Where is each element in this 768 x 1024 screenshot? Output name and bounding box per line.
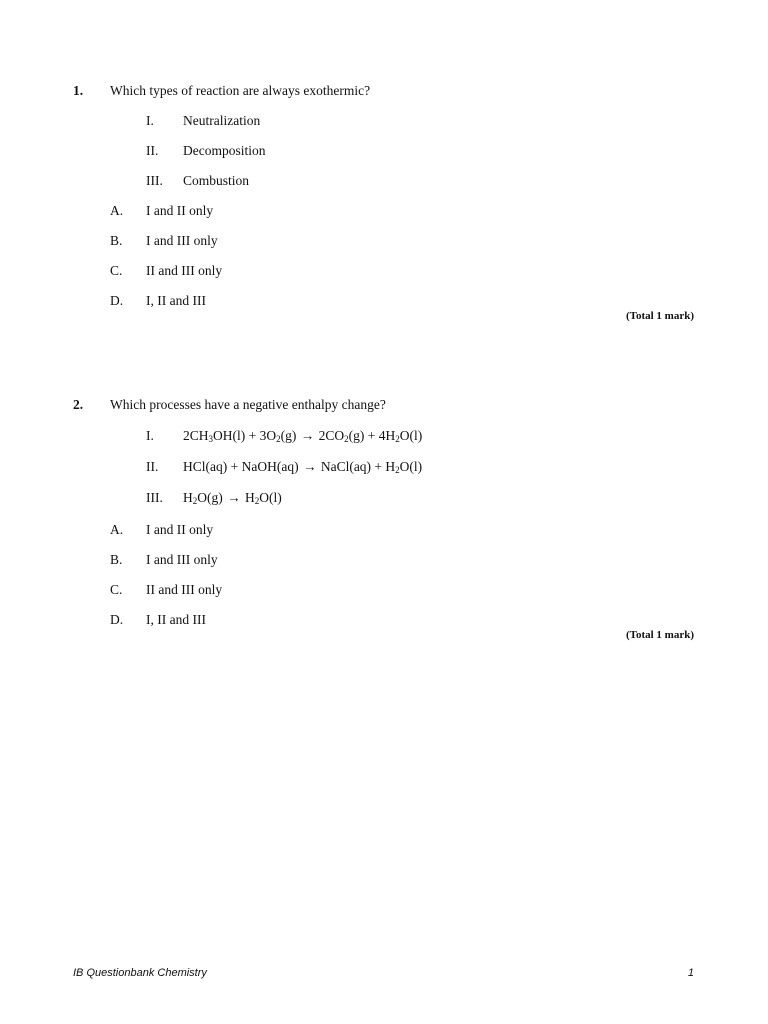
- statement-label: II.: [146, 143, 159, 158]
- option-text: I and II only: [146, 522, 214, 537]
- option-label: C.: [110, 263, 123, 278]
- statement-text: Neutralization: [183, 113, 261, 128]
- option-label: B.: [110, 233, 123, 248]
- statement-label: I.: [146, 113, 154, 128]
- option-label: D.: [110, 293, 124, 308]
- question-number: 1.: [73, 83, 84, 98]
- equation-condensation: $H_2O(g) \to H_2O(l)$: [183, 490, 282, 506]
- option-text: II and III only: [146, 582, 223, 597]
- statement-text: Combustion: [183, 173, 250, 188]
- statement-label: III.: [146, 173, 163, 188]
- option-text: I, II and III: [146, 612, 206, 627]
- total-marks: (Total 1 mark): [625, 310, 694, 322]
- option-text: I and III only: [146, 233, 218, 248]
- statement-label: II.: [146, 459, 159, 474]
- reaction-arrow-icon: →: [302, 459, 317, 474]
- total-marks: (Total 1 mark): [625, 629, 694, 641]
- page-number: 1: [687, 967, 694, 979]
- option-text: I and III only: [146, 552, 218, 567]
- statement-text: Decomposition: [183, 143, 266, 158]
- question-text: Which processes have a negative enthalpy change?: [110, 397, 386, 412]
- statement-label: III.: [146, 490, 163, 505]
- option-label: D.: [110, 612, 124, 627]
- reaction-arrow-icon: →: [227, 490, 241, 505]
- option-label: C.: [110, 582, 123, 597]
- option-text: II and III only: [146, 263, 223, 278]
- option-label: A.: [110, 522, 124, 537]
- equation-neutralization: HCl(aq) + NaOH(aq) → NaCl(aq) + $H_2O(l)$: [183, 459, 423, 475]
- question-number: 2.: [73, 397, 84, 412]
- reaction-arrow-icon: →: [300, 428, 315, 443]
- option-text: I and II only: [146, 203, 214, 218]
- statement-label: I.: [146, 428, 154, 443]
- option-label: B.: [110, 552, 123, 567]
- equation-combustion-methanol: $2CH_3OH(l) + 3O_2(g) \to 2CO_2(g) + 4H_2O(l)$: [183, 428, 423, 444]
- option-label: A.: [110, 203, 124, 218]
- question-text: Which types of reaction are always exothermic?: [110, 83, 371, 98]
- footer-title: IB Questionbank Chemistry: [73, 967, 207, 979]
- option-text: I, II and III: [146, 293, 206, 308]
